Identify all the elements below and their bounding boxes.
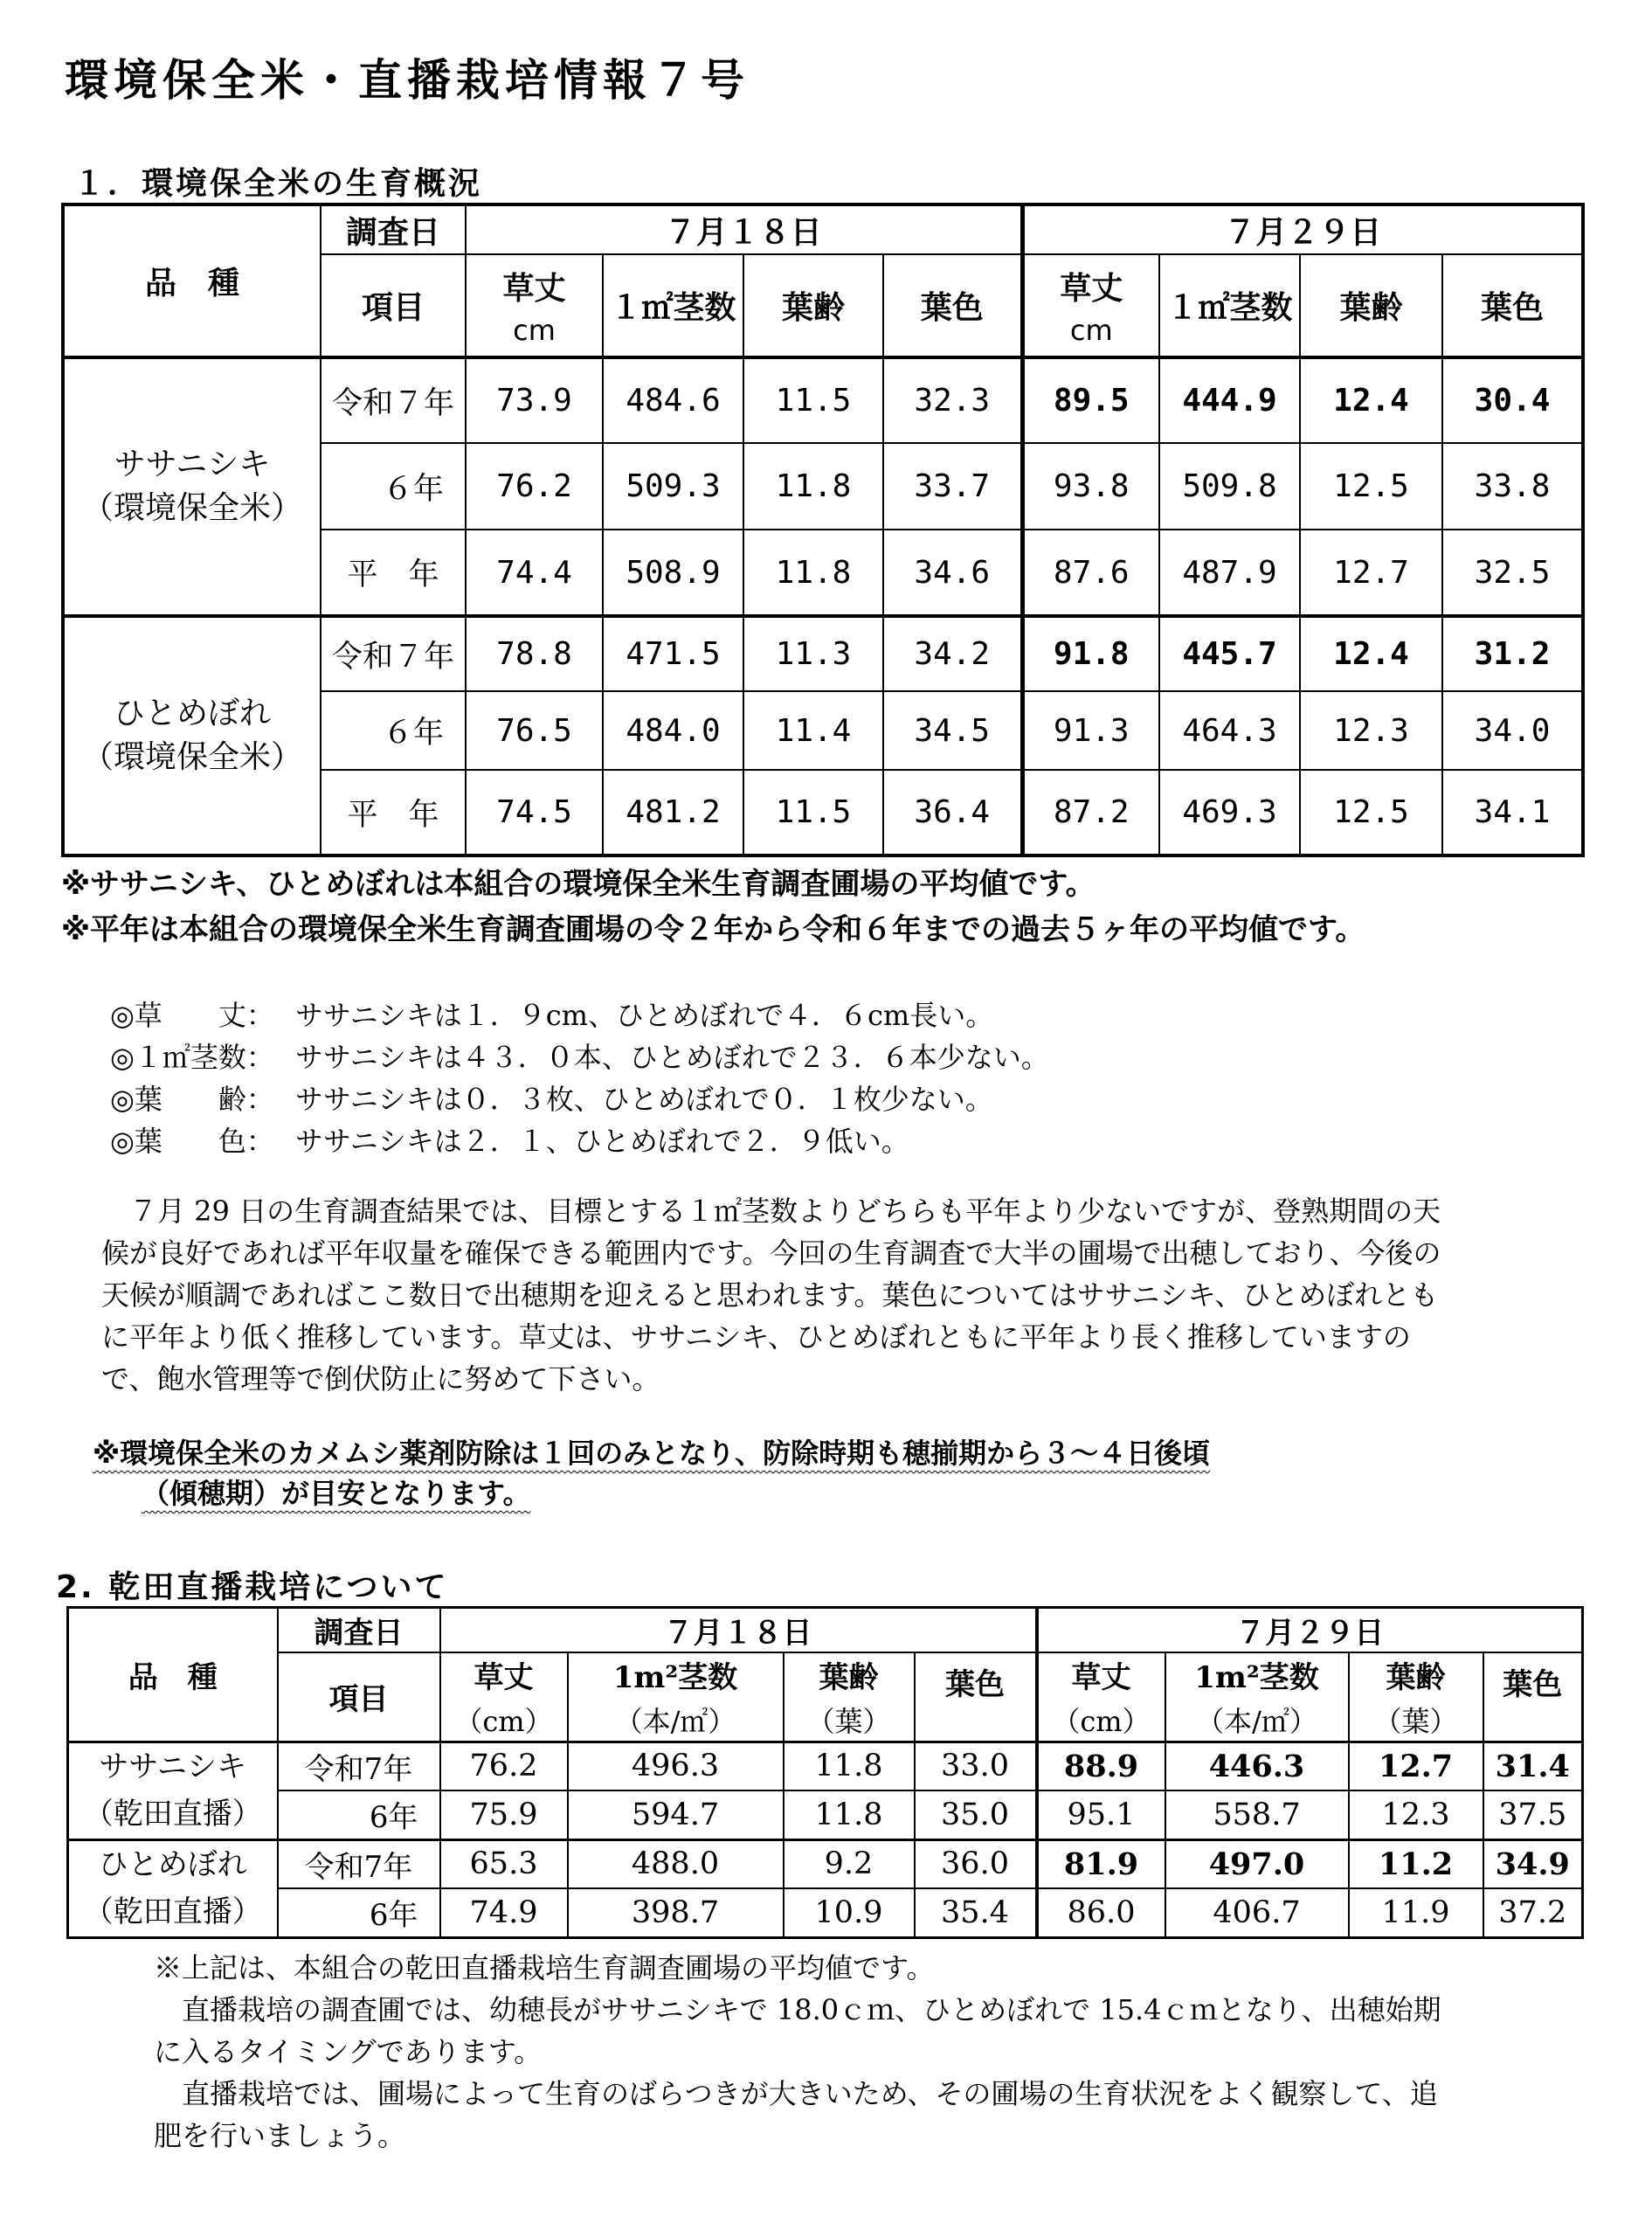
table-cell: 30.4 <box>1442 357 1583 443</box>
table-cell: 12.3 <box>1300 691 1442 770</box>
variety-cell-hitomebore: ひとめぼれ （乾田直播） <box>68 1839 278 1937</box>
table-note: ※ササニシキ、ひとめぼれは本組合の環境保全米生育調査圃場の平均値です。 <box>61 867 1096 902</box>
column-header: １㎡茎数 <box>603 254 743 357</box>
table-cell: 406.7 <box>1165 1888 1349 1937</box>
column-header: 1m²茎数 （本/㎡） <box>1165 1652 1349 1742</box>
table-cell: 11.3 <box>743 616 883 691</box>
table-cell: 9.2 <box>784 1839 915 1888</box>
year-label: 平 年 <box>321 530 466 616</box>
table-cell: 34.5 <box>883 691 1022 770</box>
footnote-line: ※上記は、本組合の乾田直播栽培生育調査圃場の平均値です。 <box>154 1951 935 1984</box>
page-title: 環境保全米・直播栽培情報７号 <box>65 55 750 106</box>
table-cell: 497.0 <box>1165 1839 1349 1888</box>
table-cell: 481.2 <box>603 770 743 855</box>
table-cell: 87.2 <box>1022 770 1159 855</box>
table-cell: 35.4 <box>915 1888 1037 1937</box>
table-cell: 558.7 <box>1165 1790 1349 1839</box>
year-label: 平 年 <box>321 770 466 855</box>
table-cell: 488.0 <box>568 1839 784 1888</box>
table-cell: 93.8 <box>1022 443 1159 530</box>
column-header: 葉色 <box>915 1652 1037 1742</box>
table-cell: 471.5 <box>603 616 743 691</box>
section-2-heading: 2. 乾田直播栽培について <box>56 1569 449 1605</box>
table-cell: 446.3 <box>1165 1742 1349 1790</box>
column-header: 草丈 （cm） <box>1037 1652 1165 1742</box>
table-cell: 74.9 <box>440 1888 568 1937</box>
table-cell: 74.4 <box>466 530 603 616</box>
table-cell: 11.8 <box>743 443 883 530</box>
table-cell: 11.5 <box>743 357 883 443</box>
column-header: 葉色 <box>883 254 1022 357</box>
column-header: １㎡茎数 <box>1159 254 1300 357</box>
table-cell: 37.5 <box>1483 1790 1583 1839</box>
column-header: 葉齢 （葉） <box>784 1652 915 1742</box>
table-cell: 508.9 <box>603 530 743 616</box>
table-cell: 31.2 <box>1442 616 1583 691</box>
table-cell: 33.7 <box>883 443 1022 530</box>
table-cell: 11.8 <box>784 1742 915 1790</box>
table-cell: 594.7 <box>568 1790 784 1839</box>
column-header: 葉齢 （葉） <box>1349 1652 1483 1742</box>
date-header-jul29: ７月２９日 <box>1037 1608 1583 1653</box>
environment-rice-growth-table <box>61 203 1585 857</box>
table-cell: 34.0 <box>1442 691 1583 770</box>
table-cell: 11.2 <box>1349 1839 1483 1888</box>
direct-seeding-footnotes <box>154 1947 1464 2157</box>
item-header: 項目 <box>321 254 466 357</box>
comparison-item: ◎葉 色： ササニシキは２．１、ひとめぼれで２．９低い。 <box>110 1125 909 1158</box>
table-cell: 11.8 <box>743 530 883 616</box>
table-cell: 87.6 <box>1022 530 1159 616</box>
table-cell: 398.7 <box>568 1888 784 1937</box>
variety-cell-sasanishiki: ササニシキ （環境保全米） <box>63 357 321 616</box>
table-cell: 86.0 <box>1037 1888 1165 1937</box>
table-cell: 32.5 <box>1442 530 1583 616</box>
year-label: 令和7年 <box>278 1839 440 1888</box>
table-cell: 445.7 <box>1159 616 1300 691</box>
variety-cell-hitomebore: ひとめぼれ （環境保全米） <box>63 616 321 855</box>
section-1-heading: １．環境保全米の生育概況 <box>73 166 483 202</box>
survey-date-header: 調査日 <box>321 204 466 254</box>
footnote-line: 直播栽培の調査圃では、幼穂長がササニシキで 18.0ｃｍ、ひとめぼれで 15.4ｃｍとなり、出穂始期に入るタイミングであります。 <box>154 1993 1441 2068</box>
year-label: ６年 <box>321 691 466 770</box>
column-header: 草丈 （cm） <box>440 1652 568 1742</box>
table-cell: 12.5 <box>1300 770 1442 855</box>
table-cell: 34.1 <box>1442 770 1583 855</box>
year-label: 令和７年 <box>321 616 466 691</box>
table-cell: 81.9 <box>1037 1839 1165 1888</box>
column-header: 1m²茎数 （本/㎡） <box>568 1652 784 1742</box>
table-cell: 12.7 <box>1349 1742 1483 1790</box>
table-cell: 11.4 <box>743 691 883 770</box>
comparison-item: ◎１㎡茎数： ササニシキは４３．０本、ひとめぼれで２３．６本少ない。 <box>110 1041 1049 1074</box>
table-cell: 464.3 <box>1159 691 1300 770</box>
table-cell: 33.8 <box>1442 443 1583 530</box>
variety-header: 品 種 <box>68 1608 278 1742</box>
table-cell: 469.3 <box>1159 770 1300 855</box>
column-header: 葉色 <box>1483 1652 1583 1742</box>
date-header-jul29: ７月２９日 <box>1022 204 1583 254</box>
table-cell: 75.9 <box>440 1790 568 1839</box>
table-cell: 12.7 <box>1300 530 1442 616</box>
table-cell: 76.2 <box>440 1742 568 1790</box>
column-header: 葉齢 <box>1300 254 1442 357</box>
table-cell: 487.9 <box>1159 530 1300 616</box>
table-cell: 74.5 <box>466 770 603 855</box>
table-cell: 11.5 <box>743 770 883 855</box>
table-cell: 76.5 <box>466 691 603 770</box>
table-cell: 10.9 <box>784 1888 915 1937</box>
growth-summary-paragraph: ７月 29 日の生育調査結果では、目標とする１㎡茎数よりどちらも平年より少ないですが、登熟期間の天候が良好であれば平年収量を確保できる範囲内です。今回の生育調査で大半の圃場で出穂しており、今後の天候が順調であればここ数日で出穂期を迎えると思われます。葉色についてはササニシキ、ひとめぼれともに平年より低く推移しています。草丈は、ササニシキ、ひとめぼれともに平年より長く推移していますので、飽水管理等で倒伏防止に努めて下さい。 <box>101 1195 1441 1396</box>
item-header: 項目 <box>278 1652 440 1742</box>
table-cell: 33.0 <box>915 1742 1037 1790</box>
table-cell: 484.0 <box>603 691 743 770</box>
year-label: 令和7年 <box>278 1742 440 1790</box>
table-cell: 34.6 <box>883 530 1022 616</box>
date-header-jul18: ７月１８日 <box>466 204 1022 254</box>
table-cell: 12.4 <box>1300 616 1442 691</box>
table-cell: 95.1 <box>1037 1790 1165 1839</box>
table-cell: 11.9 <box>1349 1888 1483 1937</box>
stink-bug-control-note: ※環境保全米のカメムシ薬剤防除は１回のみとなり、防除時期も穂揃期から３～４日後頃 （傾穂期）が目安となります。 <box>93 1437 1211 1510</box>
table-cell: 37.2 <box>1483 1888 1583 1937</box>
table-cell: 76.2 <box>466 443 603 530</box>
table-cell: 509.8 <box>1159 443 1300 530</box>
comparison-list <box>110 994 1049 1162</box>
table-cell: 88.9 <box>1037 1742 1165 1790</box>
footnote-line: 直播栽培では、圃場によって生育のばらつきが大きいため、その圃場の生育状況をよく観察して、追肥を行いましょう。 <box>154 2077 1438 2152</box>
comparison-item: ◎葉 齢： ササニシキは０．３枚、ひとめぼれで０．１枚少ない。 <box>110 1083 993 1116</box>
table-cell: 91.8 <box>1022 616 1159 691</box>
table-cell: 65.3 <box>440 1839 568 1888</box>
table-cell: 509.3 <box>603 443 743 530</box>
table-cell: 89.5 <box>1022 357 1159 443</box>
table-cell: 31.4 <box>1483 1742 1583 1790</box>
year-label: 6年 <box>278 1888 440 1937</box>
table-cell: 12.5 <box>1300 443 1442 530</box>
year-label: 令和７年 <box>321 357 466 443</box>
table-cell: 11.8 <box>784 1790 915 1839</box>
table-cell: 444.9 <box>1159 357 1300 443</box>
table-cell: 35.0 <box>915 1790 1037 1839</box>
table-cell: 34.2 <box>883 616 1022 691</box>
table-cell: 12.3 <box>1349 1790 1483 1839</box>
year-label: ６年 <box>321 443 466 530</box>
variety-header: 品 種 <box>63 204 321 357</box>
table-cell: 32.3 <box>883 357 1022 443</box>
table-cell: 73.9 <box>466 357 603 443</box>
table-cell: 496.3 <box>568 1742 784 1790</box>
column-header: 葉齢 <box>743 254 883 357</box>
variety-cell-sasanishiki: ササニシキ （乾田直播） <box>68 1742 278 1839</box>
table-cell: 91.3 <box>1022 691 1159 770</box>
column-header: 葉色 <box>1442 254 1583 357</box>
table-cell: 484.6 <box>603 357 743 443</box>
year-label: 6年 <box>278 1790 440 1839</box>
comparison-item: ◎草 丈： ササニシキは１．９cm、ひとめぼれで４．６cm長い。 <box>110 999 994 1032</box>
table-cell: 78.8 <box>466 616 603 691</box>
column-header: 草丈 cm <box>1022 254 1159 357</box>
column-header: 草丈 cm <box>466 254 603 357</box>
survey-date-header: 調査日 <box>278 1608 440 1653</box>
table-cell: 12.4 <box>1300 357 1442 443</box>
date-header-jul18: ７月１８日 <box>440 1608 1037 1653</box>
table-cell: 36.4 <box>883 770 1022 855</box>
table-note: ※平年は本組合の環境保全米生育調査圃場の令２年から令和６年までの過去５ヶ年の平均値です。 <box>61 912 1365 947</box>
table-cell: 36.0 <box>915 1839 1037 1888</box>
direct-seeding-growth-table <box>66 1606 1584 1939</box>
table-cell: 34.9 <box>1483 1839 1583 1888</box>
